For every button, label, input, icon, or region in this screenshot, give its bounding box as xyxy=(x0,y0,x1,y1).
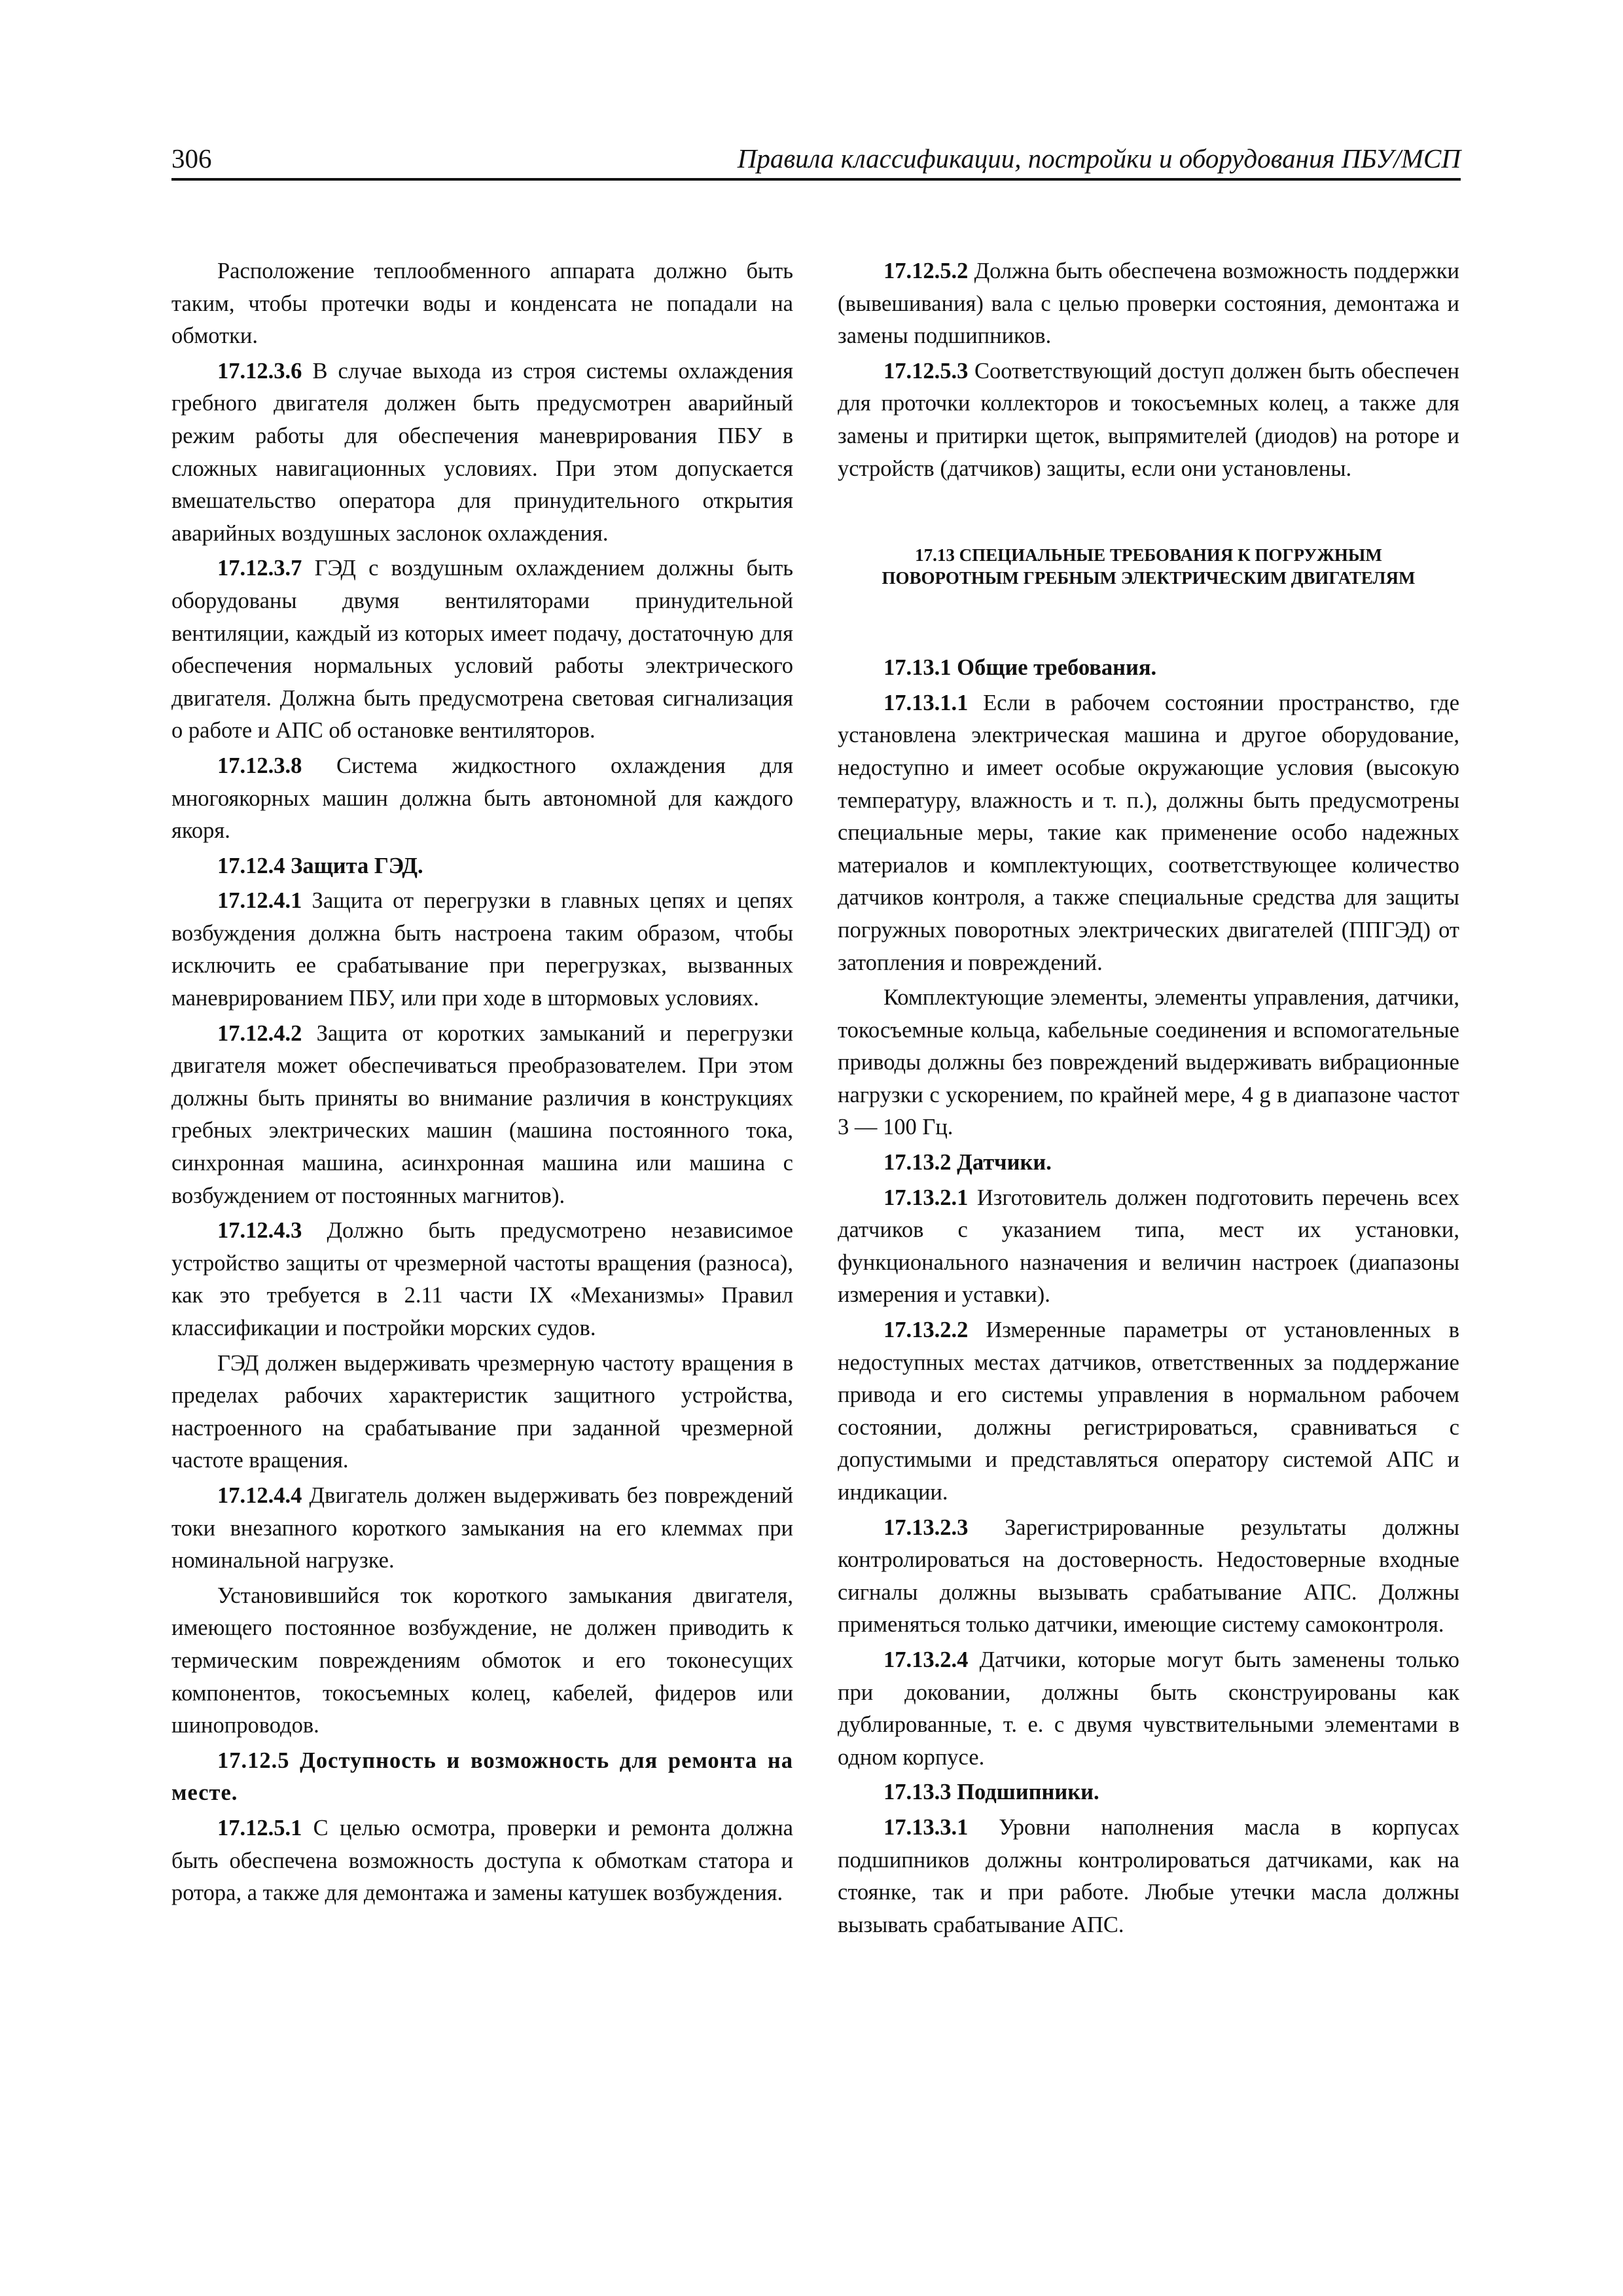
header-rule xyxy=(171,178,1461,181)
paragraph-text: В случае выхода из строя системы охлаждения гребного двигателя должен быть предусмотрен аварийный режим работы для обеспечения маневрирования ПБУ в сложных навигационных условиях. При этом допускается вмешательство оператора для принудительного открытия аварийных воздушных заслонок охлаждения. xyxy=(171,358,793,546)
paragraph-text: Защита от перегрузки в главных цепях и цепях возбуждения должна быть настроена таким образом, чтобы исключить ее срабатывание при перегрузках, вызванных маневрированием ПБУ, или при ходе в штормовых условиях. xyxy=(171,888,793,1011)
clause-number: 17.13.2.3 xyxy=(883,1515,969,1540)
paragraph xyxy=(171,750,793,848)
paragraph xyxy=(838,355,1459,485)
clause-number: 17.13.3.1 xyxy=(883,1814,969,1840)
paragraph xyxy=(838,687,1459,979)
paragraph xyxy=(171,1480,793,1577)
paragraph-text: Если в рабочем состоянии пространство, где установлена электрическая машина и другое оборудование, недоступно и имеет особые окружающие условия (высокую температуру, влажность и т. п.), должны быть предусмотрены специальные меры, такие как применение особо надежных материалов и комплектующих, соответствующее количество датчиков контроля, а также специальные средства для защиты погружных поворотных электрических двигателей (ППГЭД) от затопления и повреждений. xyxy=(838,690,1460,975)
paragraph xyxy=(838,1812,1459,1941)
paragraph xyxy=(838,255,1459,353)
clause-number: 17.13.2.2 xyxy=(883,1318,969,1343)
paragraph xyxy=(838,1644,1459,1774)
clause-number: 17.12.5.2 xyxy=(883,259,969,283)
clause-number: 17.12.4.2 xyxy=(217,1020,302,1046)
paragraph xyxy=(838,1314,1459,1509)
clause-number: 17.13.2.1 xyxy=(883,1185,969,1210)
section-number: 17.13 xyxy=(915,545,955,565)
clause-number: 17.12.4.4 xyxy=(217,1482,302,1508)
running-title: Правила классификации, постройки и оборудования ПБУ/МСП xyxy=(737,143,1461,173)
clause-number: 17.12.3.8 xyxy=(217,753,302,778)
paragraph xyxy=(171,355,793,550)
paragraph-text: Измеренные параметры от установленных в недоступных местах датчиков, ответственных за поддержание привода и его системы управления в нормальном рабочем состоянии, должны регистрироваться, сравниваться с допустимыми и представляться оператору системой АПС и индикации. xyxy=(838,1318,1459,1505)
paragraph xyxy=(171,1348,793,1477)
paragraph-text: Уровни наполнения масла в корпусах подшипников должны контролироваться датчиками, как на стоянке, так и при работе. Любые утечки масла должны вызывать срабатывание АПС. xyxy=(838,1814,1459,1937)
clause-number: 17.12.5.1 xyxy=(217,1815,302,1840)
paragraph-text: Защита от коротких замыканий и перегрузки двигателя может обеспечиваться преобразователем. При этом должны быть приняты во внимание различия в конструкциях гребных электрических машин (машина постоянного тока, синхронная машина, асинхронная машина или машина с возбуждением от постоянных магнитов). xyxy=(171,1020,793,1208)
paragraph-text: Датчики, которые могут быть заменены только при доковании, должны быть сконструированы как дублированные, т. е. с двумя чувствительными элементами в одном корпусе. xyxy=(838,1647,1459,1770)
section-title-text: СПЕЦИАЛЬНЫЕ ТРЕБОВАНИЯ К ПОГРУЖНЫМ ПОВОРОТНЫМ ГРЕБНЫМ ЭЛЕКТРИЧЕСКИМ ДВИГАТЕЛЯМ xyxy=(882,545,1416,588)
clause-number: 17.12.5.3 xyxy=(883,358,969,384)
paragraph-text: ГЭД с воздушным охлаждением должны быть оборудованы двумя вентиляторами принудительной вентиляции, каждый из которых имеет подачу, достаточную для обеспечения нормальных условий работы электрического двигателя. Должна быть предусмотрена световая сигнализация о работе и АПС об остановке вентиляторов. xyxy=(171,556,794,744)
paragraph-text: Должна быть обеспечена возможность поддержки (вывешивания) вала с целью проверки состояния, демонтажа и замены подшипников. xyxy=(838,259,1459,349)
clause-number: 17.12.3.7 xyxy=(217,556,302,581)
paragraph-text: Система жидкостного охлаждения для многоякорных машин должна быть автономной для каждого якоря. xyxy=(171,753,793,844)
paragraph xyxy=(171,255,793,353)
page-number: 306 xyxy=(171,143,212,173)
paragraph xyxy=(838,1512,1459,1641)
section-title xyxy=(864,544,1433,590)
clause-number: 17.12.4.1 xyxy=(217,888,302,914)
paragraph xyxy=(171,1580,793,1742)
subsection-heading: 17.12.4 Защита ГЭД. xyxy=(217,853,423,878)
paragraph xyxy=(171,1018,793,1213)
paragraph xyxy=(838,982,1459,1144)
subsection-heading: 17.13.1 Общие требования. xyxy=(883,655,1157,681)
clause-number: 17.12.3.6 xyxy=(217,358,302,384)
paragraph-text: Соответствующий доступ должен быть обеспечен для проточки коллекторов и токосъемных колец, а также для замены и притирки щеток, выпрямителей (диодов) на роторе и устройств (датчиков) защиты, если они установлены. xyxy=(838,358,1459,481)
paragraph xyxy=(171,885,793,1014)
subsection-heading: 17.12.5 Доступность и возможность для ремонта на месте. xyxy=(171,1748,793,1806)
paragraph-text: Изготовитель должен подготовить перечень всех датчиков с указанием типа, мест их установки, функционального назначения и величин настроек (диапазоны измерения и уставки). xyxy=(838,1185,1459,1308)
left-column xyxy=(171,255,793,1912)
clause-number: 17.13.2.4 xyxy=(883,1647,969,1672)
paragraph-text: С целью осмотра, проверки и ремонта должна быть обеспечена возможность доступа к обмоткам статора и ротора, а также для демонтажа и замены катушек возбуждения. xyxy=(171,1815,793,1906)
subsection-heading: 17.13.3 Подшипники. xyxy=(883,1780,1099,1805)
right-column xyxy=(838,255,1459,1944)
paragraph xyxy=(171,1812,793,1910)
clause-number: 17.13.1.1 xyxy=(883,690,969,715)
paragraph xyxy=(838,1182,1459,1312)
paragraph-text: Зарегистрированные результаты должны контролироваться на достоверность. Недостоверные входные сигналы должны вызывать срабатывание АПС. Должны применяться только датчики, имеющие систему самоконтроля. xyxy=(838,1515,1459,1638)
paragraph xyxy=(171,552,793,747)
paragraph xyxy=(171,1215,793,1344)
subsection-heading: 17.13.2 Датчики. xyxy=(883,1150,1052,1175)
clause-number: 17.12.4.3 xyxy=(217,1218,302,1244)
paragraph-text: Комплектующие элементы, элементы управления, датчики, токосъемные кольца, кабельные соединения и вспомогательные приводы должны без повреждений выдерживать вибрационные нагрузки с ускорением, по крайней мере, 4 g в диапазоне частот 3 — 100 Гц. xyxy=(838,985,1459,1140)
paragraph-text: ГЭД должен выдерживать чрезмерную частоту вращения в пределах рабочих характеристик защитного устройства, настроенного на срабатывание при заданной чрезмерной частоте вращения. xyxy=(171,1350,793,1473)
paragraph-text: Установившийся ток короткого замыкания двигателя, имеющего постоянное возбуждение, не должен приводить к термическим повреждениям обмоток и его токонесущих компонентов, токосъемных колец, кабелей, фидеров или шинопроводов. xyxy=(171,1583,793,1738)
page-header xyxy=(171,139,1461,178)
paragraph-text: Должно быть предусмотрено независимое устройство защиты от чрезмерной частоты вращения (разноса), как это требуется в 2.11 части IX «Механизмы» Правил классификации и постройки морских судов. xyxy=(171,1218,793,1340)
paragraph-text: Расположение теплообменного аппарата должно быть таким, чтобы протечки воды и конденсата не попадали на обмотки. xyxy=(171,259,793,349)
paragraph-text: Двигатель должен выдерживать без повреждений токи внезапного короткого замыкания на его клеммах при номинальной нагрузке. xyxy=(171,1482,793,1573)
